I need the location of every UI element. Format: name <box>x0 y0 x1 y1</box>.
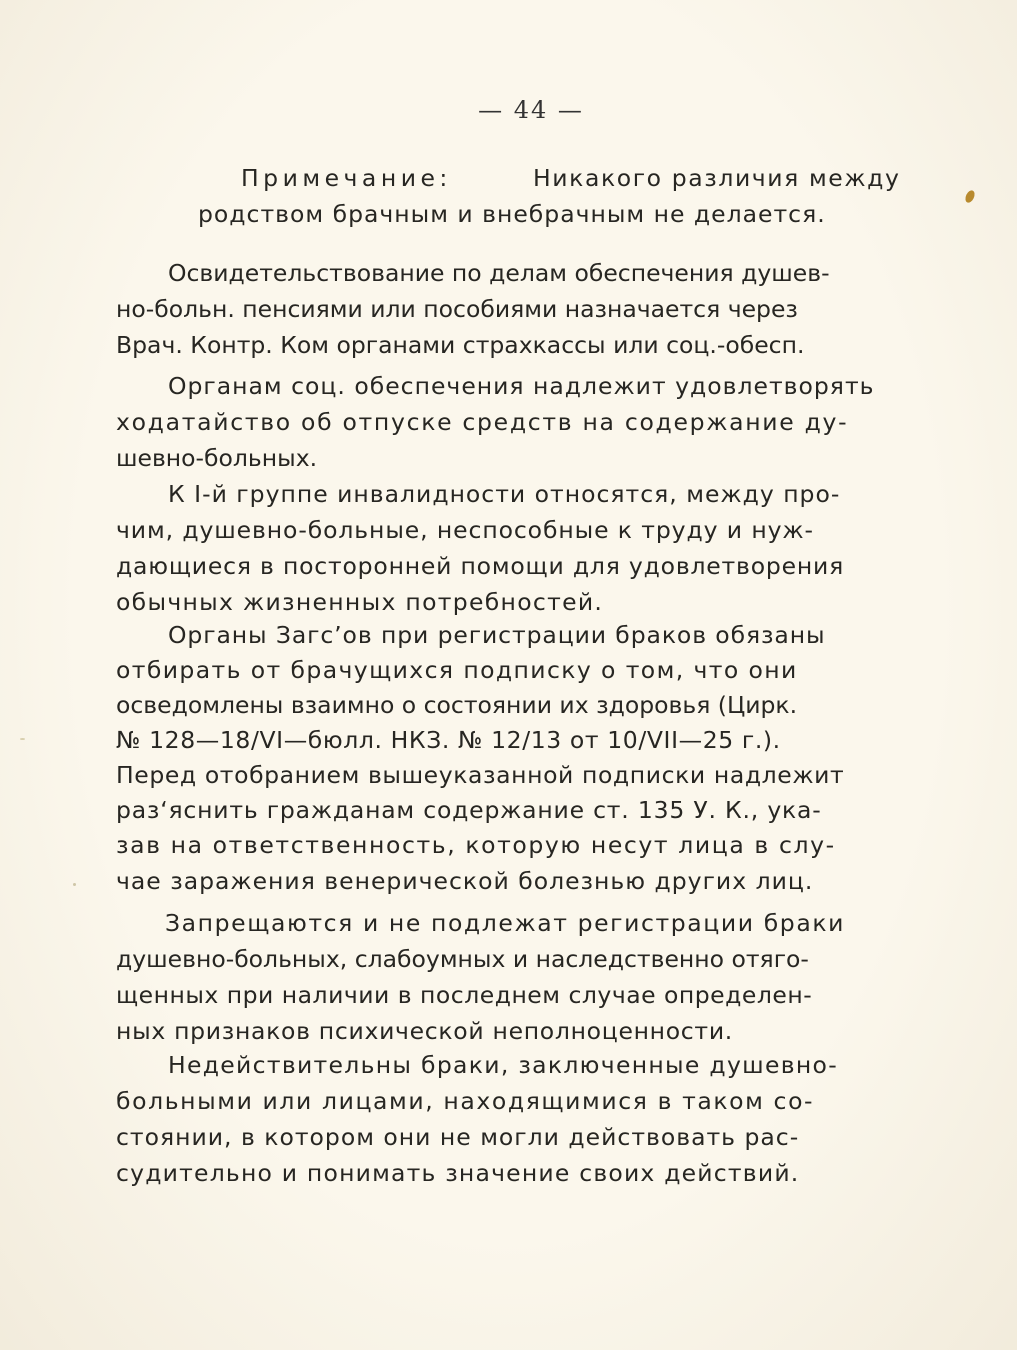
paper-speck-mark <box>73 883 76 886</box>
text-line: дающиеся в посторонней помощи для удовлетворения <box>116 552 845 580</box>
text-line: осведомлены взаимно о состоянии их здоровья (Цирк. <box>116 691 798 719</box>
text-line: Запрещаются и не подлежат регистрации браки <box>165 909 845 937</box>
text-line: чае заражения венерической болезнью других лиц. <box>116 867 814 895</box>
page-number: — 44 — <box>478 96 584 124</box>
text-line: судительно и понимать значение своих действий. <box>116 1159 800 1187</box>
text-line: больными или лицами, находящимися в таком со- <box>116 1087 815 1115</box>
text-line: отбирать от брачущихся подписку о том, что они <box>116 656 798 684</box>
note-label: Примечание: <box>241 164 452 192</box>
text-line: ходатайство об отпуске средств на содержание ду- <box>116 408 849 436</box>
text-line: ных признаков психической неполноценности. <box>116 1017 733 1045</box>
text-line: К I-й группе инвалидности относятся, между про- <box>168 480 841 508</box>
text-line: но-больн. пенсиями или пособиями назначается через <box>116 295 798 323</box>
text-line: Врач. Контр. Ком органами страхкассы или соц.-обесп. <box>116 331 805 359</box>
text-line: стоянии, в котором они не могли действовать рас- <box>116 1123 800 1151</box>
text-line: Освидетельствование по делам обеспечения душев- <box>168 259 830 287</box>
text-line: Органы Загс’ов при регистрации браков обязаны <box>168 621 826 649</box>
text-line: щенных при наличии в последнем случае определен- <box>116 981 813 1009</box>
text-line: Недействительны браки, заключенные душевно- <box>168 1051 838 1079</box>
note-line: родством брачным и внебрачным не делается. <box>198 200 826 228</box>
text-line: раз‘яснить гражданам содержание ст. 135 У. К., ука- <box>116 796 822 824</box>
text-line: Перед отобранием вышеуказанной подписки надлежит <box>116 761 845 789</box>
text-line: зав на ответственность, которую несут лица в слу- <box>116 831 836 859</box>
paper-speck-mark <box>20 738 25 740</box>
text-line: № 128—18/VI—бюлл. НКЗ. № 12/13 от 10/VII—25 г.). <box>116 726 781 754</box>
note-line: Никакого различия между <box>533 164 901 192</box>
text-line: чим, душевно-больные, неспособные к труду и нуж- <box>116 516 814 544</box>
text-line: шевно-больных. <box>116 444 318 472</box>
text-line: Органам соц. обеспечения надлежит удовлетворять <box>168 372 875 400</box>
text-line: душевно-больных, слабоумных и наследственно отяго- <box>116 945 809 973</box>
ink-stain-mark <box>964 189 977 204</box>
text-line: обычных жизненных потребностей. <box>116 588 604 616</box>
